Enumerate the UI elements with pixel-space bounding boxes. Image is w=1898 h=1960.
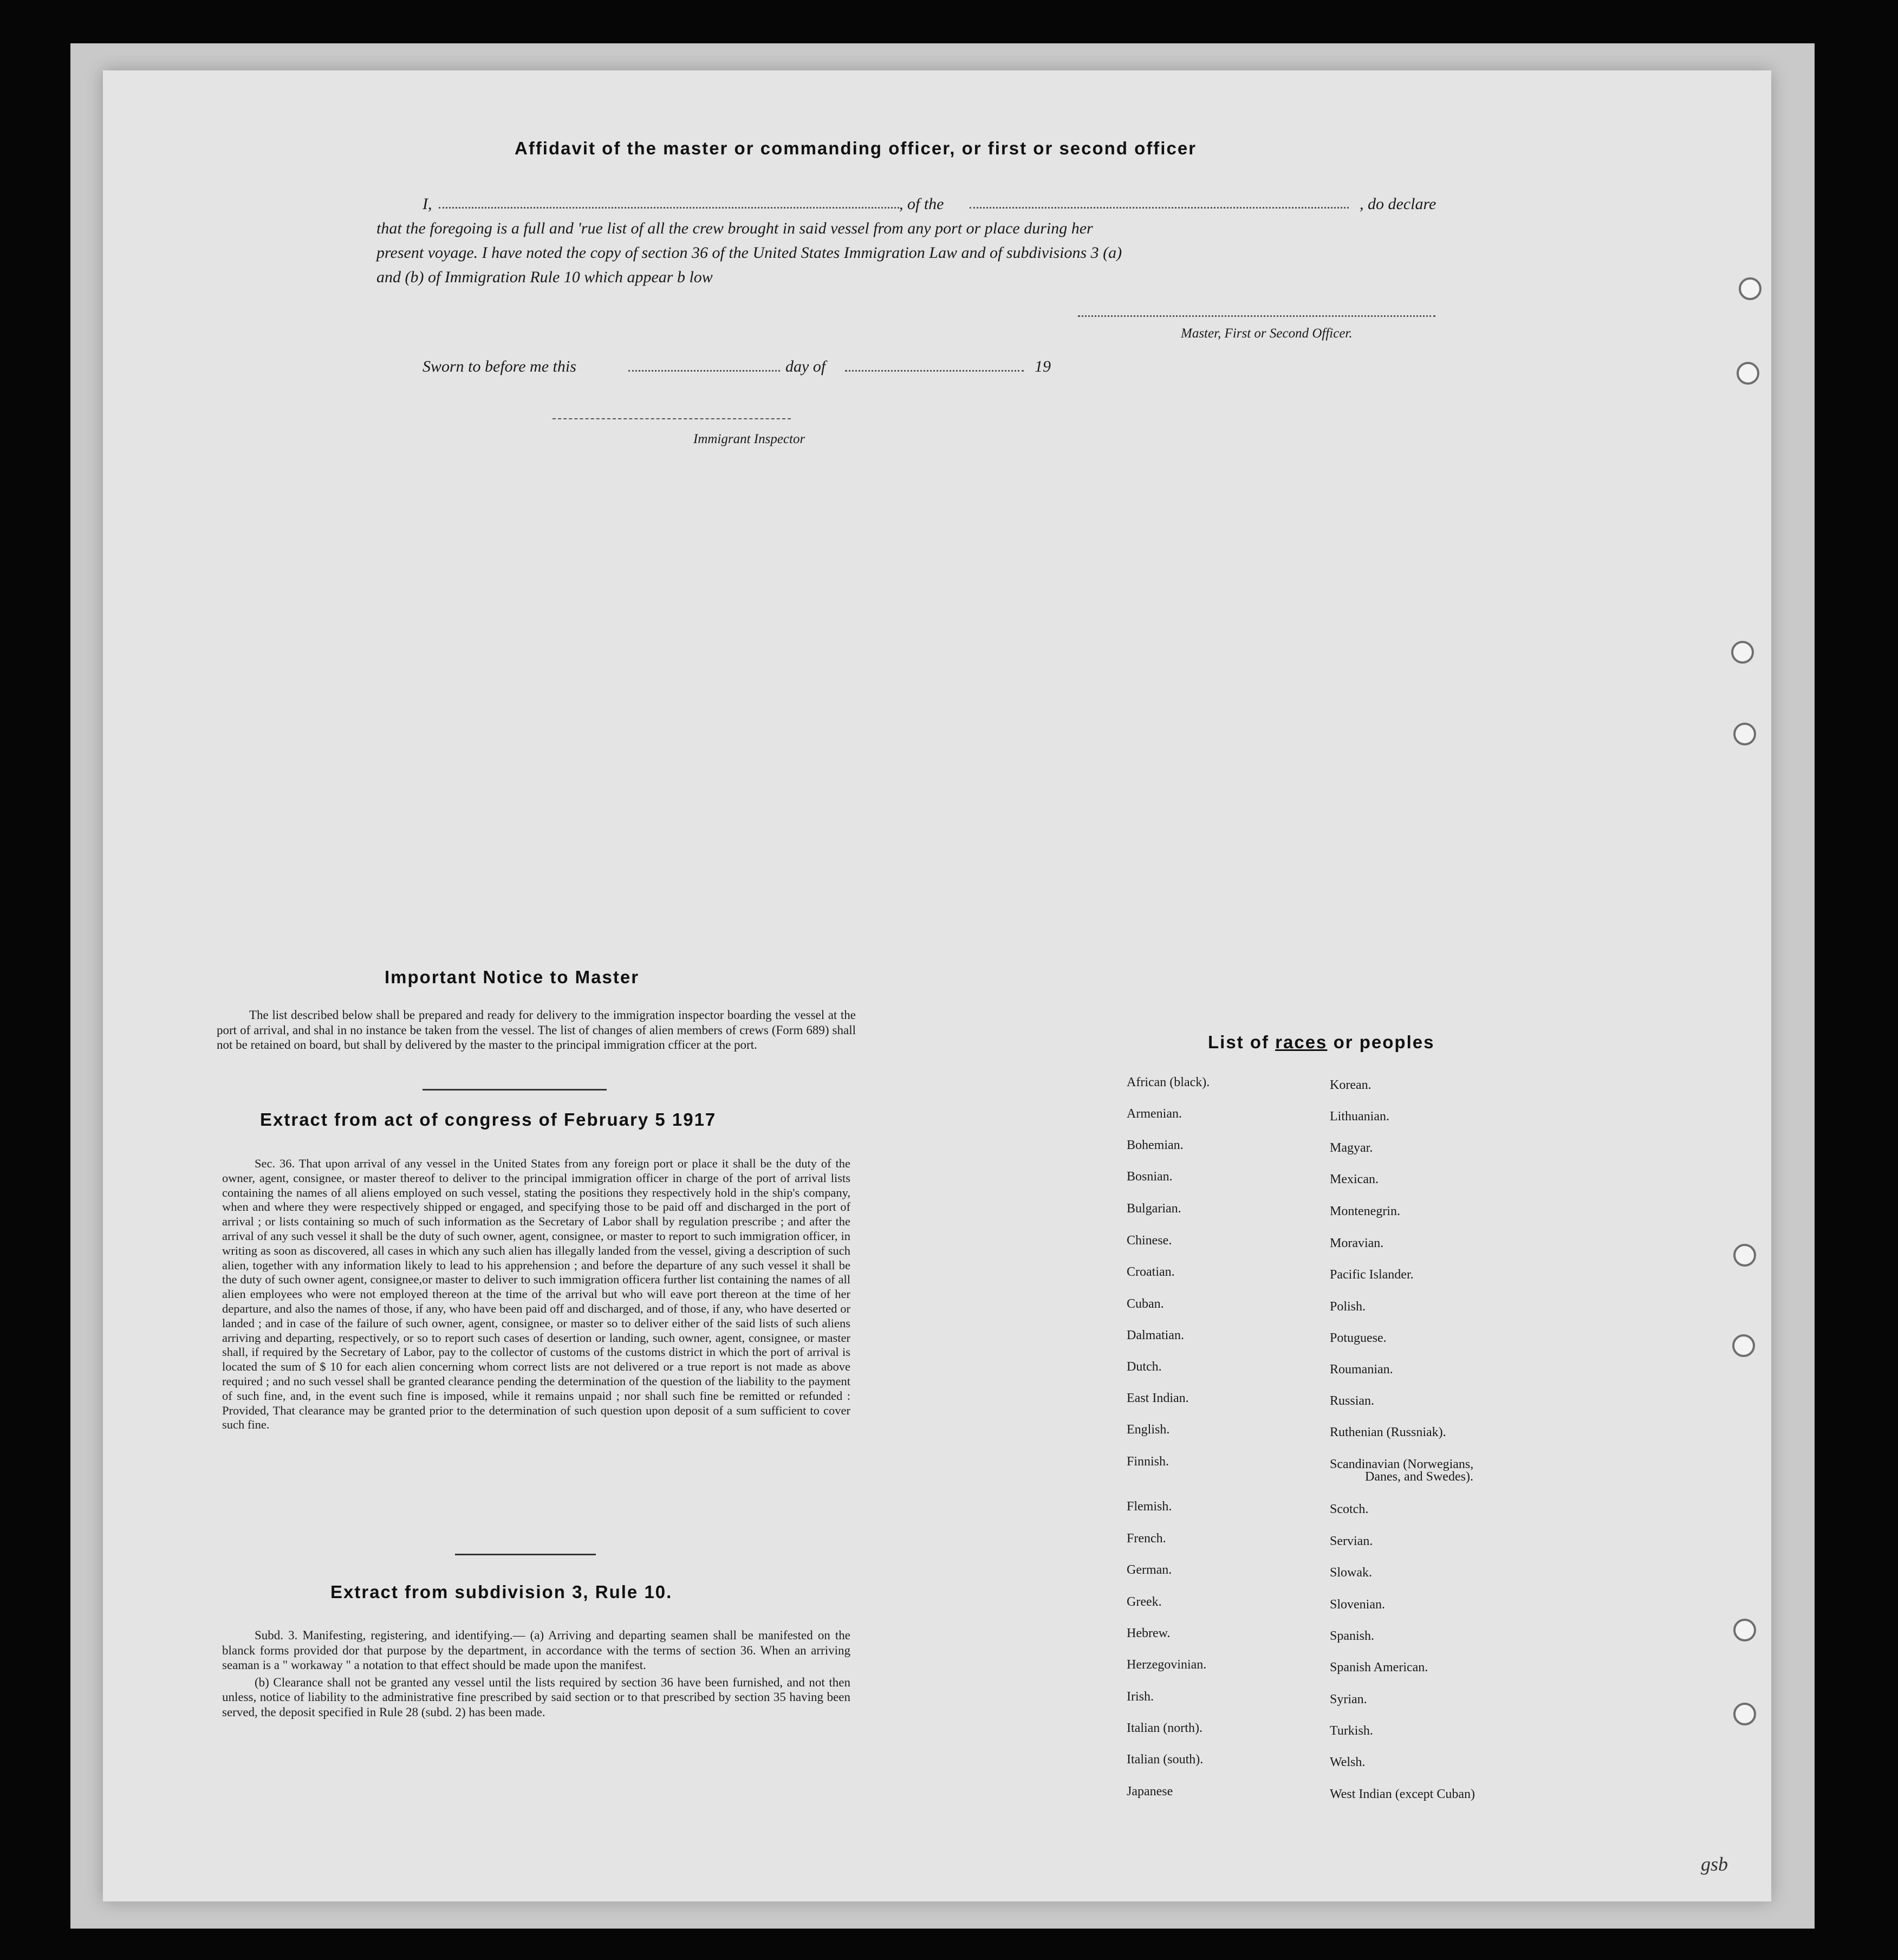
race-item: Lithuanian. bbox=[1330, 1109, 1389, 1124]
punch-hole bbox=[1739, 277, 1761, 300]
race-item: Japanese bbox=[1127, 1784, 1173, 1799]
race-item: Spanish. bbox=[1330, 1629, 1375, 1643]
punch-hole bbox=[1737, 362, 1759, 385]
vessel-blank-line bbox=[970, 207, 1349, 209]
race-item: Servian. bbox=[1330, 1534, 1373, 1548]
race-item: Montenegrin. bbox=[1330, 1204, 1400, 1218]
sworn-day-blank bbox=[628, 370, 780, 372]
race-item: Syrian. bbox=[1330, 1692, 1367, 1706]
punch-hole bbox=[1733, 1703, 1756, 1725]
race-item: Magyar. bbox=[1330, 1141, 1373, 1155]
race-item: Roumanian. bbox=[1330, 1362, 1393, 1377]
race-item: Welsh. bbox=[1330, 1755, 1366, 1769]
race-item: Polish. bbox=[1330, 1300, 1366, 1314]
races-heading-suffix: or peoples bbox=[1333, 1032, 1435, 1052]
sworn-month-blank bbox=[845, 370, 1024, 372]
punch-hole bbox=[1733, 723, 1756, 745]
race-item: Dutch. bbox=[1127, 1360, 1162, 1374]
name-blank-line bbox=[439, 207, 899, 209]
races-heading-prefix: List of bbox=[1208, 1032, 1269, 1052]
race-item: Turkish. bbox=[1330, 1724, 1373, 1738]
rule-subd-3a-paragraph: Subd. 3. Manifesting, registering, and identifying.— (a) Arriving and departing seamen shall be manifested on the blanck forms provided dor that purpose by the department, in accordance with the terms of section 36. When an arriving seaman is a " workaway " a notation to that effect should be made upon the manifest. bbox=[222, 1628, 850, 1672]
race-item: Croatian. bbox=[1127, 1265, 1175, 1279]
race-item: Finnish. bbox=[1127, 1455, 1169, 1469]
race-item: Bohemian. bbox=[1127, 1138, 1184, 1152]
race-item: Bosnian. bbox=[1127, 1170, 1173, 1184]
rule-extract-heading: Extract from subdivision 3, Rule 10. bbox=[330, 1582, 673, 1602]
race-item: Greek. bbox=[1127, 1595, 1162, 1609]
inspector-signature-line bbox=[552, 418, 791, 419]
race-item: Ruthenian (Russniak). bbox=[1330, 1425, 1446, 1439]
races-heading bbox=[1208, 1032, 1434, 1053]
race-item: Mexican. bbox=[1330, 1172, 1379, 1186]
race-item: African (black). bbox=[1127, 1075, 1210, 1089]
sworn-prefix: Sworn to before me this bbox=[422, 358, 576, 375]
race-item: Chinese. bbox=[1127, 1234, 1172, 1248]
race-item: Armenian. bbox=[1127, 1107, 1182, 1121]
race-item: Slovenian. bbox=[1330, 1598, 1385, 1612]
form-sheet bbox=[103, 70, 1771, 1901]
notice-text bbox=[217, 1008, 856, 1055]
race-item: Scandinavian (Norwegians, bbox=[1330, 1457, 1474, 1471]
master-signature-label: Master, First or Second Officer. bbox=[1181, 326, 1353, 341]
act-section-36-paragraph: Sec. 36. That upon arrival of any vessel in the United States from any foreign port or place it shall be the duty of the owner, agent, consignee, or master thereof to deliver to the principal immigration officer in charge of the port of arrival lists containing the names of all aliens employed on such vessel, stating the positions they respectively hold in the ship's company, when and where they were respectively shipped or engaged, and specifying those to be paid off and discharged in the port of arrival ; or lists containing so much of such information as the Secretary of Labor shall by regulation prescribe ; and after the arrival of any such vessel it shall be the duty of such owner, agent, consignee, or master to report to such immigration officer, in writing as soon as discovered, all cases in which any such alien has illegally landed from the vessel, giving a description of such alien, together with any information likely to lead to his apprehension ; and before the departure of any such vessel it shall be the duty of such owner agent, consignee,or master to deliver to such immigration officera further list containing the names of all alien employees who were not employed thereon at the time of the arrival but who will eave port thereon at the time of her departure, and also the names of those, if any, who have been paid off and discharged, and of those, if any, who have deserted or landed ; and in case of the failure of such owner, agent, consignee, or master so to deliver either of the said lists of such aliens arriving and departing, respectively, or so to report such cases of desertion or landing, such owner, agent, consignee, or master shall, if required by the Secretary of Labor, pay to the collector of customs of the customs district in which the port of arrival is located the sum of $ 10 for each alien concerning whom correct lists are not delivered or a true report is not made as above required ; and no such vessel shall be granted clearance pending the determination of the question of the liability to the payment of such fine, and, in the event such fine is imposed, while it remains unpaid ; nor shall such fine be remitted or refunded : Provided, That clearance may be granted prior to the determination of such question upon deposit of a sum sufficient to cover such fine. bbox=[222, 1157, 850, 1432]
affidavit-of-the: , of the bbox=[899, 195, 944, 213]
punch-hole bbox=[1732, 1334, 1755, 1357]
race-item-continuation: Danes, and Swedes). bbox=[1365, 1470, 1473, 1484]
races-heading-underlined: races bbox=[1275, 1032, 1328, 1052]
race-item: German. bbox=[1127, 1563, 1172, 1577]
race-item: Irish. bbox=[1127, 1690, 1154, 1704]
punch-hole bbox=[1731, 641, 1754, 664]
race-item: Moravian. bbox=[1330, 1236, 1384, 1250]
rule-extract-text bbox=[222, 1628, 850, 1722]
race-item: Italian (north). bbox=[1127, 1721, 1202, 1735]
race-item: Flemish. bbox=[1127, 1500, 1172, 1514]
sworn-day-of: day of bbox=[785, 358, 826, 375]
notice-heading: Important Notice to Master bbox=[385, 967, 640, 987]
act-extract-heading: Extract from act of congress of February 5 1917 bbox=[260, 1109, 717, 1130]
punch-hole bbox=[1733, 1619, 1756, 1641]
race-item: Bulgarian. bbox=[1127, 1202, 1181, 1216]
affidavit-heading: Affidavit of the master or commanding officer, or first or second officer bbox=[515, 138, 1197, 158]
affidavit-declare: , do declare bbox=[1360, 195, 1436, 213]
rule-subd-3b-paragraph: (b) Clearance shall not be granted any vessel until the lists required by section 36 have been furnished, and not then unless, notice of liability to the administrative fine prescribed by said section or to that prescribed by section 35 having been served, the deposit specified in Rule 28 (subd. 2) has been made. bbox=[222, 1675, 850, 1719]
race-item: Herzegovinian. bbox=[1127, 1658, 1207, 1672]
act-extract-text bbox=[222, 1157, 850, 1435]
affidavit-i: I, bbox=[422, 195, 432, 213]
race-item: West Indian (except Cuban) bbox=[1330, 1787, 1475, 1801]
race-item: Dalmatian. bbox=[1127, 1328, 1184, 1342]
race-item: Korean. bbox=[1330, 1078, 1372, 1092]
handwritten-mark: gsb bbox=[1701, 1853, 1728, 1875]
punch-hole bbox=[1733, 1244, 1756, 1267]
scanned-page bbox=[70, 43, 1815, 1929]
race-item: Italian (south). bbox=[1127, 1753, 1204, 1767]
master-signature-line bbox=[1078, 315, 1435, 317]
race-item: Scotch. bbox=[1330, 1502, 1369, 1516]
race-item: Slowak. bbox=[1330, 1566, 1372, 1580]
race-item: Hebrew. bbox=[1127, 1626, 1171, 1640]
affidavit-line-2: that the foregoing is a full and 'rue list of all the crew brought in said vessel from any port or place during her bbox=[376, 219, 1093, 237]
inspector-label: Immigrant Inspector bbox=[693, 432, 805, 446]
notice-paragraph: The list described below shall be prepared and ready for delivery to the immigration inspector boarding the vessel at the port of arrival, and shal in no instance be taken from the vessel. The list of changes of alien members of crews (Form 689) shall not be retained on board, but shall by delivered by the master to the principal immigration cfficer at the port. bbox=[217, 1008, 856, 1052]
race-item: Potuguese. bbox=[1330, 1331, 1387, 1345]
sworn-year: 19 bbox=[1035, 358, 1051, 375]
section-divider bbox=[422, 1089, 607, 1091]
race-item: Russian. bbox=[1330, 1394, 1375, 1408]
race-item: Pacific Islander. bbox=[1330, 1268, 1414, 1282]
affidavit-line-4: and (b) of Immigration Rule 10 which appear b low bbox=[376, 268, 713, 286]
race-item: French. bbox=[1127, 1531, 1166, 1546]
race-item: Spanish American. bbox=[1330, 1660, 1428, 1675]
race-item: English. bbox=[1127, 1423, 1170, 1437]
race-item: East Indian. bbox=[1127, 1391, 1189, 1405]
affidavit-line-3: present voyage. I have noted the copy of section 36 of the United States Immigration Law and of subdivisions 3 (a) bbox=[376, 244, 1122, 262]
race-item: Cuban. bbox=[1127, 1297, 1164, 1311]
section-divider bbox=[455, 1554, 596, 1555]
